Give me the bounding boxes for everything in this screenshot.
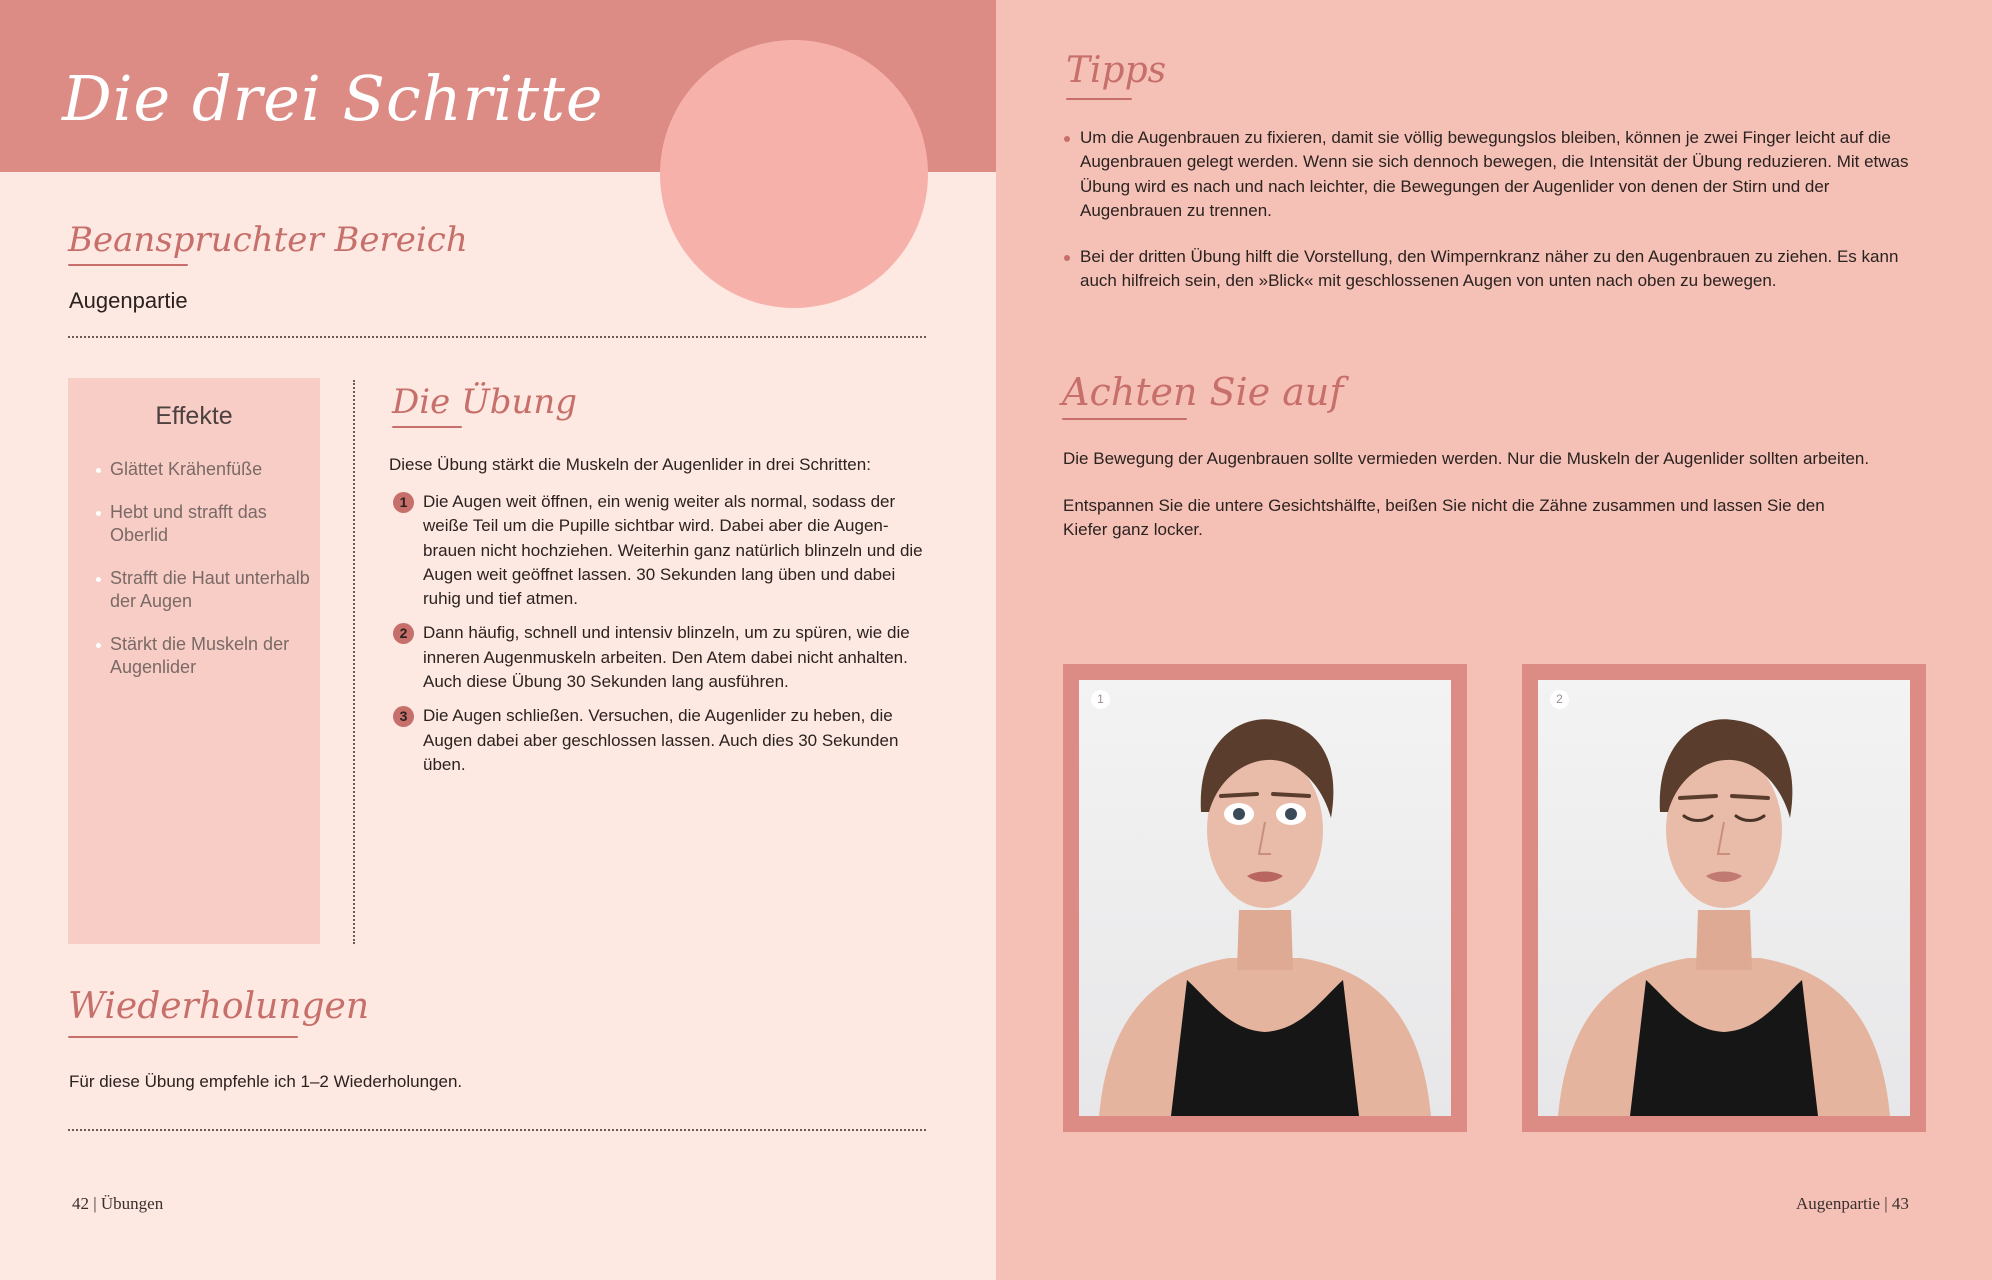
effects-list <box>96 458 316 699</box>
dotted-divider-vertical <box>353 380 355 944</box>
exercise-heading-underline <box>392 426 462 428</box>
tips-list <box>1062 126 1922 316</box>
photo-frame-1 <box>1063 664 1467 1132</box>
area-value: Augenpartie <box>69 288 188 313</box>
effects-box <box>68 378 320 944</box>
woman-portrait-eyes-open <box>1079 680 1451 1116</box>
exercise-step <box>388 490 928 611</box>
step-number-badge: 1 <box>393 492 414 513</box>
step-text: Dann häufig, schnell und intensiv blinzeln, um zu spüren, wie die inneren Augenmuskeln arbeiten. Den Atem dabei nicht anhalten. Auch diese Übung 30 Sekunden lang ausführen. <box>423 623 910 692</box>
attention-heading: Achten Sie auf <box>1062 370 1344 414</box>
dotted-divider-top <box>68 336 926 338</box>
effects-item: Strafft die Haut unterhalb der Augen <box>96 567 316 613</box>
woman-portrait-eyes-closed <box>1538 680 1910 1116</box>
step-text: Die Augen weit öffnen, ein wenig weiter als normal, sodass der weiße Teil um die Pupille sichtbar wird. Dabei aber die Augenbrauen nicht hochziehen. Weiterhin ganz natürlich blinzeln und die Augen weit geöffnet lassen. 30 Sekunden lang üben und dabei ruhig und tief atmen. <box>423 492 923 609</box>
photo-number-badge: 2 <box>1550 690 1569 709</box>
repetitions-text: Für diese Übung empfehle ich 1–2 Wiederholungen. <box>69 1072 463 1091</box>
attention-paragraph-2: Entspannen Sie die untere Gesichtshälfte, beißen Sie nicht die Zähne zusammen und lassen Sie den Kiefer ganz locker. <box>1063 496 1825 540</box>
page-title: Die drei Schritte <box>62 62 604 135</box>
area-heading-underline <box>68 264 188 266</box>
attention-heading-underline <box>1062 418 1187 420</box>
photo-number-badge: 1 <box>1091 690 1110 709</box>
step-number-badge: 3 <box>393 706 414 727</box>
photo-frame-2 <box>1522 664 1926 1132</box>
page-footer-left: 42 | Übungen <box>72 1194 164 1213</box>
photo-eyes-closed <box>1538 680 1910 1116</box>
effects-item: Glättet Krähenfüße <box>96 458 316 481</box>
exercise-step <box>388 704 928 777</box>
effects-item: Hebt und strafft das Oberlid <box>96 501 316 547</box>
repetitions-heading-underline <box>68 1036 298 1038</box>
effects-title: Effekte <box>155 402 233 430</box>
exercise-heading: Die Übung <box>392 382 578 422</box>
tips-heading: Tipps <box>1066 50 1167 91</box>
repetitions-heading: Wiederholungen <box>68 986 370 1027</box>
attention-paragraph-1: Die Bewegung der Augenbrauen sollte vermieden werden. Nur die Muskeln der Augenlider sollten arbeiten. <box>1063 449 1870 468</box>
step-number-badge: 2 <box>393 623 414 644</box>
photo-eyes-open <box>1079 680 1451 1116</box>
exercise-intro: Diese Übung stärkt die Muskeln der Augenlider in drei Schritten: <box>389 455 871 474</box>
step-text: Die Augen schließen. Versuchen, die Augenlider zu heben, die Augen dabei aber geschlossen lassen. Auch dies 30 Sekunden üben. <box>423 706 899 774</box>
effects-item: Stärkt die Muskeln der Augenlider <box>96 633 316 679</box>
page-footer-right: Augenpartie | 43 <box>1796 1194 1909 1213</box>
exercise-steps <box>388 490 928 787</box>
tips-heading-underline <box>1066 98 1132 100</box>
dotted-divider-bottom <box>68 1129 926 1131</box>
decorative-circle <box>660 40 928 308</box>
exercise-step <box>388 621 928 694</box>
area-heading: Beanspruchter Bereich <box>68 220 468 260</box>
tips-item: Bei der dritten Übung hilft die Vorstellung, den Wimpernkranz näher zu den Augenbrauen zu ziehen. Es kann auch hilfreich sein, den »Blick« mit geschlossenen Augen von unten nach oben zu bewegen. <box>1062 245 1922 294</box>
tips-item: Um die Augenbrauen zu fixieren, damit sie völlig bewegungslos bleiben, können je zwei Finger leicht auf die Augenbrauen gelegt werden. Wenn sie sich dennoch bewegen, die Intensität der Übung reduzieren. Mit etwas Übung wird es nach und nach leichter, die Bewegungen der Augenlider von denen der Stirn und der Augenbrauen zu trennen. <box>1062 126 1922 223</box>
